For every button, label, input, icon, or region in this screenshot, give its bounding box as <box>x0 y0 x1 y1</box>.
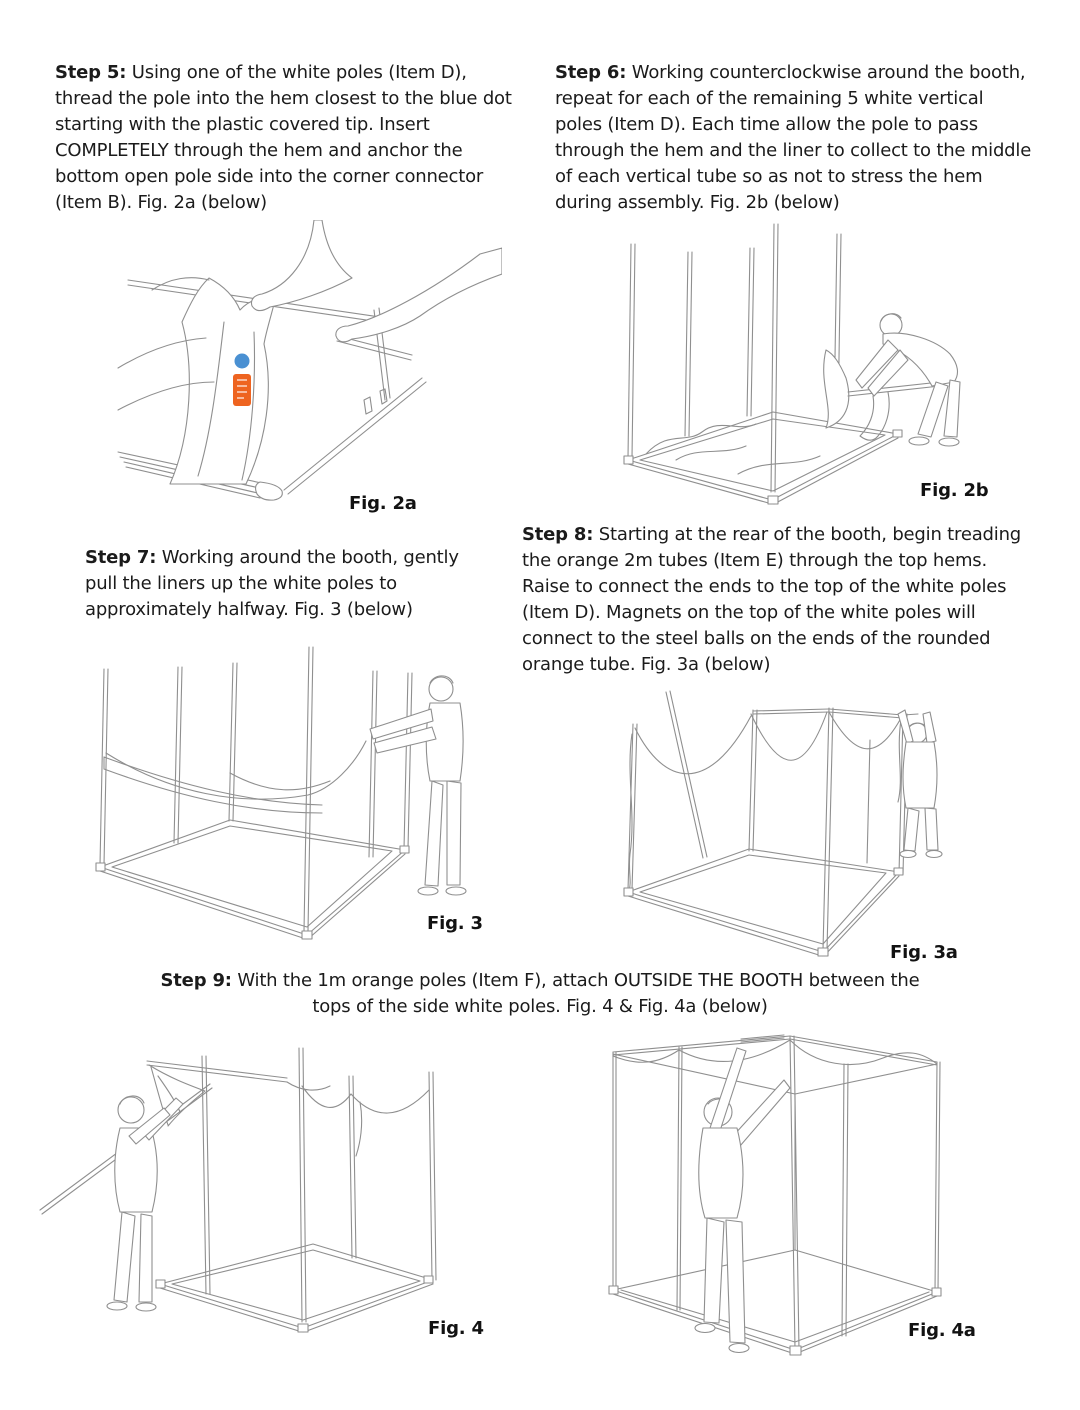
figure-3a <box>556 684 1040 974</box>
fig-3-illustration <box>70 645 510 945</box>
step-6-body: Working counterclockwise around the booth, repeat for each of the remaining 5 white vertical poles (Item D). Each time allow the pole to pass through the hem and the liner to collect to the middle of each vertical tube so as not to stress the hem during assembly. Fig. 2b (below) <box>555 62 1032 213</box>
booth-base <box>624 412 902 504</box>
step-9-text <box>160 968 920 1020</box>
figure-caption: Fig. 4 <box>428 1318 484 1339</box>
booth-base <box>156 1244 433 1332</box>
booth-base <box>624 849 903 956</box>
step-6-label: Step 6: <box>555 62 627 83</box>
liner-fabric <box>646 350 889 474</box>
loose-pole <box>666 691 707 858</box>
booth-base <box>609 1250 941 1355</box>
step-7-body: Working around the booth, gently pull the liners up the white poles to approximately halfway. Fig. 3 (below) <box>85 547 459 620</box>
figure-2b <box>588 222 1030 514</box>
step-5-body: Using one of the white poles (Item D), thread the pole into the hem closest to the blue dot starting with the plastic covered tip. Insert COMPLETELY through the hem and anchor the bottom open pole side into the corner connector (Item B). Fig. 2a (below) <box>55 62 512 213</box>
step-5-label: Step 5: <box>55 62 127 83</box>
step-8-label: Step 8: <box>522 524 594 545</box>
figure-caption: Fig. 4a <box>908 1320 976 1341</box>
person-figure <box>695 1048 790 1353</box>
top-rails <box>753 709 918 718</box>
fig-4-illustration <box>30 1032 510 1354</box>
figure-4a <box>558 1020 1050 1392</box>
blue-dot-marker <box>235 354 250 369</box>
figure-caption: Fig. 3 <box>427 913 483 934</box>
person-figure <box>898 710 942 858</box>
fig-4a-illustration <box>558 1020 1050 1392</box>
booth-base <box>96 820 409 939</box>
booth-base <box>118 378 426 500</box>
person-figure <box>856 314 960 446</box>
step-7-text <box>85 545 485 623</box>
vertical-poles <box>628 708 907 950</box>
person-figure <box>370 676 466 895</box>
figure-caption: Fig. 2a <box>349 493 417 514</box>
step-9-body: With the 1m orange poles (Item F), attach OUTSIDE THE BOOTH between the tops of the side white poles. Fig. 4 & Fig. 4a (below) <box>237 970 920 1017</box>
step-8-text <box>522 522 1022 678</box>
figure-caption: Fig. 2b <box>920 480 989 501</box>
step-9-label: Step 9: <box>160 970 232 991</box>
figure-3 <box>70 645 510 945</box>
fig-2a-illustration <box>112 220 502 520</box>
figure-2a <box>112 220 502 520</box>
step-8-body: Starting at the rear of the booth, begin treading the orange 2m tubes (Item E) through the top hems. Raise to connect the ends to the top of the white poles (Item D). Magnets on the top of the white poles will connect to the steel balls on the ends of the rounded orange tube. Fig. 3a (below) <box>522 524 1022 675</box>
booth-frame <box>613 1036 940 1350</box>
figure-caption: Fig. 3a <box>890 942 958 963</box>
liner-fabric <box>629 712 901 890</box>
vertical-poles <box>628 224 841 492</box>
liner-fabric <box>613 1040 937 1064</box>
fig-3a-illustration <box>556 684 1040 974</box>
person-arms <box>251 220 502 342</box>
fig-2b-illustration <box>588 222 1030 514</box>
liner-fabric <box>149 1065 429 1156</box>
orange-tag-marker <box>233 374 251 406</box>
step-5-text <box>55 60 525 216</box>
figure-4 <box>30 1032 510 1354</box>
person-figure <box>107 1096 183 1311</box>
step-7-label: Step 7: <box>85 547 157 568</box>
step-6-text <box>555 60 1033 216</box>
top-rail <box>147 1061 287 1082</box>
